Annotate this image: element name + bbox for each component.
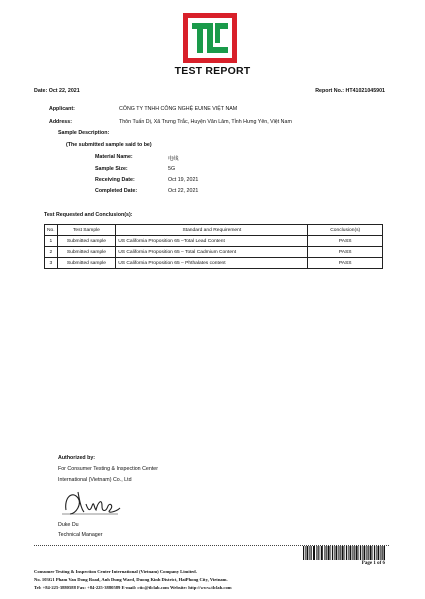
signer-name: Duke Du: [58, 522, 79, 528]
table-row: [45, 247, 383, 258]
tlc-logo: [183, 13, 237, 63]
row-sample: Submitted sample: [57, 236, 116, 247]
column-header-standard: Standard and Requirement: [116, 225, 308, 236]
row-standard: US California Proposition 65 –Total Lead Content: [116, 236, 308, 247]
signer-title: Technical Manager: [58, 532, 103, 538]
report-number-label: Report No.:: [315, 88, 345, 94]
authorized-by-heading: Authorized by:: [58, 455, 96, 461]
completed-date-value: Oct 22, 2021: [168, 188, 199, 194]
completed-date-label: Completed Date:: [95, 188, 138, 194]
row-sample: Submitted sample: [57, 258, 116, 269]
date-line: [34, 88, 80, 94]
applicant-value: CÔNG TY TNHH CÔNG NGHỆ EUINE VIỆT NAM: [119, 106, 238, 112]
column-header-conclusion: Conclusion(s): [308, 225, 383, 236]
material-name-value: 电线: [168, 156, 179, 162]
address-label: Address:: [49, 119, 72, 125]
footer-contact: Tel: +84-225-3880588 Fax: +84-225-3880589 E-mail: ctic@tlclab.com Website: http://www.tlclab.com: [34, 585, 232, 590]
applicant-label: Applicant:: [49, 106, 75, 112]
footer-company: Consumer Testing & Inspection Center International (Vietnam) Company Limited.: [34, 569, 197, 574]
row-no: 2: [45, 247, 58, 258]
footer-address: No. 103G1 Pham Van Dong Road, Anh Dung Ward, Duong Kinh District, HaiPhong City, Vietnam.: [34, 577, 228, 582]
table-header-row: [45, 225, 383, 236]
row-conclusion: PASS: [308, 236, 383, 247]
row-no: 3: [45, 258, 58, 269]
row-standard: US California Proposition 65 – Phthalates content: [116, 258, 308, 269]
report-number-value: HT41021045901: [345, 88, 385, 94]
page-number: Page 1 of 6: [361, 561, 385, 566]
barcode-image: [303, 546, 385, 560]
material-name-label: Material Name:: [95, 154, 133, 160]
tests-heading: Test Requested and Conclusion(s):: [44, 212, 133, 218]
signature-image: [58, 484, 122, 520]
column-header-no: No.: [45, 225, 58, 236]
row-standard: US California Proposition 65 – Total Cadmium Content: [116, 247, 308, 258]
report-title: TEST REPORT: [174, 65, 251, 77]
authorized-by-line1: For Consumer Testing & Inspection Center: [58, 466, 159, 472]
sample-description-subheading: (The submitted sample said to be): [66, 142, 152, 148]
row-sample: Submitted sample: [57, 247, 116, 258]
report-number-line: [315, 88, 385, 94]
row-no: 1: [45, 236, 58, 247]
date-value: Oct 22, 2021: [48, 88, 80, 94]
receiving-date-label: Receiving Date:: [95, 177, 135, 183]
authorized-by-line2: International (Vietnam) Co., Ltd: [58, 477, 132, 483]
date-label: Date:: [34, 88, 48, 94]
receiving-date-value: Oct 19, 2021: [168, 177, 199, 183]
table-row: [45, 236, 383, 247]
address-value: Thôn Tuấn Dị, Xã Trưng Trắc, Huyện Văn Lâm, Tỉnh Hưng Yên, Việt Nam: [119, 119, 292, 125]
sample-size-value: 5G: [168, 166, 176, 172]
row-conclusion: PASS: [308, 258, 383, 269]
row-conclusion: PASS: [308, 247, 383, 258]
sample-size-label: Sample Size:: [95, 166, 128, 172]
table-row: [45, 258, 383, 269]
column-header-sample: Test Sample: [57, 225, 116, 236]
results-table: [44, 224, 383, 269]
sample-description-heading: Sample Description:: [58, 130, 110, 136]
